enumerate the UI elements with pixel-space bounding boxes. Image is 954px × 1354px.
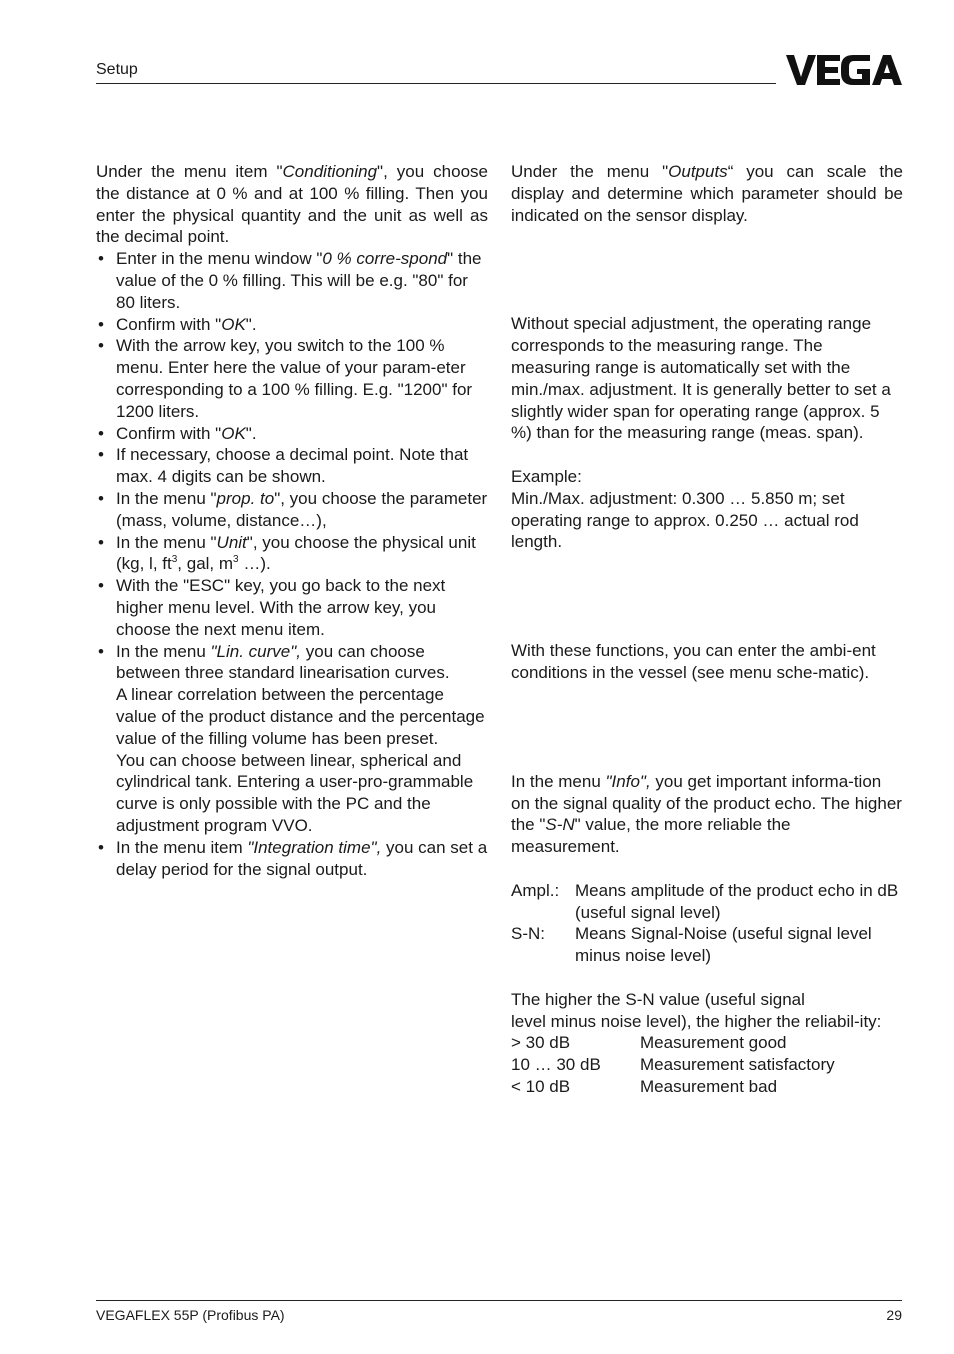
right-column bbox=[511, 161, 903, 1098]
conditioning-intro: Under the menu item "Conditioning", you choose the distance at 0 % and at 100 % filling. Then you enter the physical quantity and the unit as well as the decimal point. bbox=[96, 162, 488, 247]
list-item: • In the menu "prop. to", you choose the parameter (mass, volume, distance…), bbox=[96, 488, 488, 532]
list-item: • Enter in the menu window "0 % corre-spond" the value of the 0 % filling. This will be e.g. "80" for 80 liters. bbox=[96, 248, 488, 313]
quality-row: > 30 dB Measurement good bbox=[511, 1033, 787, 1053]
list-item: • Confirm with "OK". bbox=[96, 314, 488, 336]
operating-range-paragraph: Without special adjustment, the operating range corresponds to the measuring range. The measuring range is automatically set with the min./max. adjustment. It is generally better to set a slightly wider span for operating range (approx. 5 %) than for the measuring range (meas. span). bbox=[511, 314, 891, 443]
lin-curve-note: A linear correlation between the percentage value of the product distance and the percentage value of the filling volume has been preset. bbox=[116, 685, 485, 748]
example-text: Min./Max. adjustment: 0.300 … 5.850 m; set operating range to approx. 0.250 … actual rod length. bbox=[511, 488, 859, 552]
vega-logo bbox=[786, 53, 902, 87]
definitions-list bbox=[511, 880, 903, 967]
outputs-paragraph: Under the menu "Outputs“ you can scale the display and determine which parameter should be indicated on the sensor display. bbox=[511, 162, 903, 225]
footer-rule bbox=[96, 1300, 902, 1301]
list-item: • In the menu "Unit", you choose the physical unit (kg, l, $ft^3$, gal, $m^3$ …). bbox=[96, 532, 488, 576]
quality-row: < 10 dB Measurement bad bbox=[511, 1076, 778, 1096]
running-header: Setup bbox=[96, 61, 138, 78]
ambient-paragraph: With these functions, you can enter the ambi-ent conditions in the vessel (see menu sche-matic). bbox=[511, 641, 876, 682]
header-rule bbox=[96, 83, 776, 84]
list-item: • With the "ESC" key, you go back to the next higher menu level. With the arrow key, you choose the next menu item. bbox=[96, 575, 488, 640]
list-item: • In the menu "Lin. curve", you can choose between three standard linearisation curves. A linear correlation between the percentage value of the product distance and the percentage value of the filling volume has been preset. You can choose between linear, spherical and cylindrical tank. Entering a user-pro-grammable curve is only possible with the PC and the adjustment program VVO. bbox=[96, 641, 488, 837]
list-item: • If necessary, choose a decimal point. Note that max. 4 digits can be shown. bbox=[96, 444, 488, 488]
list-item: • In the menu item "Integration time", you can set a delay period for the signal output. bbox=[96, 837, 488, 881]
footer-product-name: VEGAFLEX 55P (Profibus PA) bbox=[96, 1307, 285, 1323]
quality-table bbox=[511, 1032, 903, 1097]
quality-row: 10 … 30 dB Measurement satisfactory bbox=[511, 1055, 835, 1075]
list-item: • With the arrow key, you switch to the 100 % menu. Enter here the value of your param-eter corresponding to a 100 % filling. E.g. "1200" for 1200 liters. bbox=[96, 335, 488, 422]
left-column bbox=[96, 161, 488, 880]
list-item: • Confirm with "OK". bbox=[96, 423, 488, 445]
sn-intro-line-2: level minus noise level), the higher the reliabil-ity: bbox=[511, 1011, 882, 1031]
tank-choice-note: You can choose between linear, spherical and cylindrical tank. Entering a user-pro-grammable curve is only possible with the PC and the adjustment program VVO. bbox=[116, 750, 474, 835]
setup-steps-list bbox=[96, 248, 488, 880]
info-paragraph: In the menu "Info", you get important informa-tion on the signal quality of the product echo. The higher the "S-N" value, the more reliable the measurement. bbox=[511, 771, 902, 857]
definition-row: Ampl.: Means amplitude of the product echo in dB (useful signal level) bbox=[511, 880, 899, 922]
definition-row: S-N: Means Signal-Noise (useful signal level minus noise level) bbox=[511, 924, 872, 966]
sn-intro-line-1: The higher the S-N value (useful signal bbox=[511, 989, 805, 1009]
example-label: Example: bbox=[511, 466, 582, 486]
page-number: 29 bbox=[886, 1307, 902, 1323]
